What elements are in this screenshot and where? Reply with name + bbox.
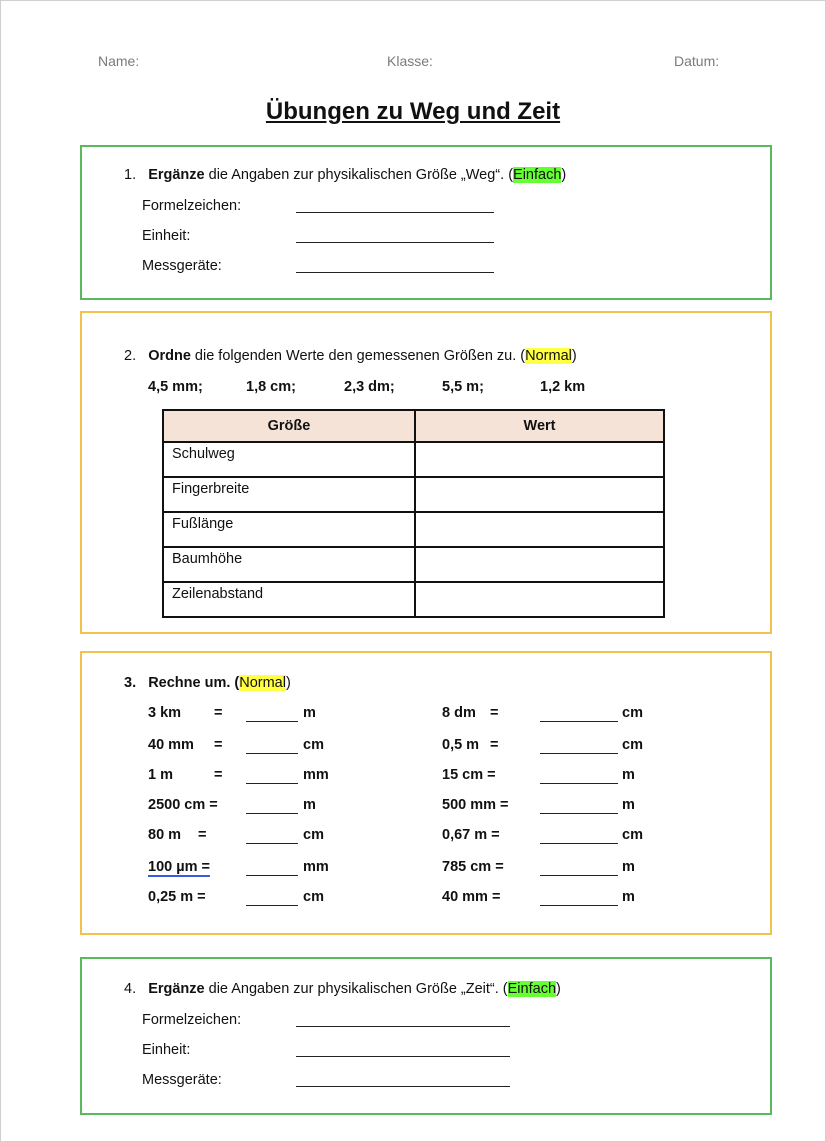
table-header-row <box>163 410 664 442</box>
field-label-symbol: Formelzeichen: <box>142 198 242 214</box>
task-verb: Ergänze <box>148 167 205 183</box>
task-text-close: ) <box>556 981 561 997</box>
conversion-from: 8 dm <box>442 705 476 721</box>
equals-sign: = <box>214 737 223 753</box>
value-item: 2,3 dm; <box>344 379 395 395</box>
task-verb: Ergänze <box>148 981 205 997</box>
task-4-instruction <box>124 981 561 997</box>
answer-line[interactable] <box>296 212 494 213</box>
conversion-from: 80 m <box>148 827 182 843</box>
answer-line[interactable] <box>540 753 618 754</box>
task-3-box <box>80 651 772 935</box>
table-row <box>163 442 664 477</box>
task-number: 1. <box>124 167 137 183</box>
table-row <box>163 477 664 512</box>
value-item: 5,5 m; <box>442 379 484 395</box>
page-title: Übungen zu Weg und Zeit <box>265 98 561 125</box>
answer-line[interactable] <box>246 753 298 754</box>
conversion-from: 3 km <box>148 705 182 721</box>
equals-sign: = <box>214 767 223 783</box>
answer-line[interactable] <box>540 905 618 906</box>
difficulty-badge: Normal <box>239 675 286 691</box>
task-2-box <box>80 311 772 634</box>
answer-line[interactable] <box>246 721 298 722</box>
equals-sign: = <box>198 827 207 843</box>
target-unit: mm <box>303 767 329 783</box>
target-unit: cm <box>303 889 324 905</box>
task-text: die folgenden Werte den gemessenen Größen zu. ( <box>190 348 526 364</box>
column-header: Größe <box>163 410 415 442</box>
conversion-from: 1 m <box>148 767 173 783</box>
answer-line[interactable] <box>540 843 618 844</box>
conversion-from: 40 mm <box>148 737 194 753</box>
answer-line[interactable] <box>296 1056 510 1057</box>
target-unit: mm <box>303 859 329 875</box>
answer-line[interactable] <box>296 272 494 273</box>
value-cell[interactable] <box>415 477 664 512</box>
answer-line[interactable] <box>246 783 298 784</box>
task-text-close: ) <box>571 348 577 364</box>
task-text: die Angaben zur physikalischen Größe „Weg“. ( <box>204 167 514 183</box>
field-label-unit: Einheit: <box>142 228 191 244</box>
difficulty-badge: Normal <box>525 348 572 364</box>
task-text-close: ) <box>285 675 291 691</box>
task-4-box <box>80 957 772 1115</box>
answer-line[interactable] <box>246 813 298 814</box>
conversion-from: 40 mm = <box>442 889 501 905</box>
value-cell[interactable] <box>415 442 664 477</box>
table-row <box>163 582 664 617</box>
task-2-instruction <box>124 348 577 364</box>
value-cell[interactable] <box>415 582 664 617</box>
assignment-table <box>162 409 665 618</box>
table-row <box>163 547 664 582</box>
task-verb: Ordne <box>148 348 191 364</box>
task-number: 4. <box>124 981 137 997</box>
target-unit: m <box>622 859 635 875</box>
value-item: 1,8 cm; <box>246 379 296 395</box>
equals-sign: = <box>490 737 499 753</box>
answer-line[interactable] <box>540 721 618 722</box>
task-text-close: ) <box>561 167 567 183</box>
equals-sign: = <box>490 705 499 721</box>
target-unit: cm <box>303 827 324 843</box>
difficulty-badge: Einfach <box>513 167 562 183</box>
answer-line[interactable] <box>540 783 618 784</box>
equals-sign: = <box>214 705 223 721</box>
quantity-cell: Schulweg <box>163 442 415 477</box>
conversion-from: 500 mm = <box>442 797 509 813</box>
target-unit: m <box>303 797 316 813</box>
conversion-from: 0,5 m <box>442 737 480 753</box>
quantity-cell: Fußlänge <box>163 512 415 547</box>
target-unit: cm <box>622 827 643 843</box>
conversion-from: 15 cm = <box>442 767 496 783</box>
quantity-cell: Zeilenabstand <box>163 582 415 617</box>
conversion-from: 100 µm = <box>148 859 210 875</box>
difficulty-badge: Einfach <box>507 981 557 997</box>
target-unit: m <box>622 767 635 783</box>
answer-line[interactable] <box>246 875 298 876</box>
answer-line[interactable] <box>296 242 494 243</box>
task-text: die Angaben zur physikalischen Größe „Zeit“. ( <box>204 981 508 997</box>
answer-line[interactable] <box>246 905 298 906</box>
column-header: Wert <box>415 410 664 442</box>
quantity-cell: Baumhöhe <box>163 547 415 582</box>
class-label: Klasse: <box>387 53 433 69</box>
answer-line[interactable] <box>246 843 298 844</box>
field-label-instruments: Messgeräte: <box>142 1072 222 1088</box>
conversion-from: 2500 cm = <box>148 797 218 813</box>
conversion-from: 0,25 m = <box>148 889 206 905</box>
target-unit: cm <box>622 705 643 721</box>
table-row <box>163 512 664 547</box>
task-1-instruction <box>124 167 566 183</box>
conversion-from: 785 cm = <box>442 859 504 875</box>
target-unit: m <box>622 889 635 905</box>
target-unit: cm <box>303 737 324 753</box>
field-label-symbol: Formelzeichen: <box>142 1012 242 1028</box>
value-item: 1,2 km <box>540 379 586 395</box>
target-unit: m <box>303 705 316 721</box>
task-1-box <box>80 145 772 300</box>
answer-line[interactable] <box>296 1086 510 1087</box>
answer-line[interactable] <box>540 875 618 876</box>
task-number: 3. <box>124 675 137 691</box>
task-number: 2. <box>124 348 137 364</box>
value-cell[interactable] <box>415 547 664 582</box>
target-unit: cm <box>622 737 643 753</box>
conversion-from: 0,67 m = <box>442 827 500 843</box>
answer-line[interactable] <box>540 813 618 814</box>
answer-line[interactable] <box>296 1026 510 1027</box>
task-text: Rechne um. ( <box>148 675 240 691</box>
value-cell[interactable] <box>415 512 664 547</box>
field-label-instruments: Messgeräte: <box>142 258 222 274</box>
target-unit: m <box>622 797 635 813</box>
value-item: 4,5 mm; <box>148 379 203 395</box>
date-label: Datum: <box>674 53 720 69</box>
quantity-cell: Fingerbreite <box>163 477 415 512</box>
task-3-instruction <box>124 675 291 691</box>
field-label-unit: Einheit: <box>142 1042 191 1058</box>
name-label: Name: <box>98 53 140 69</box>
